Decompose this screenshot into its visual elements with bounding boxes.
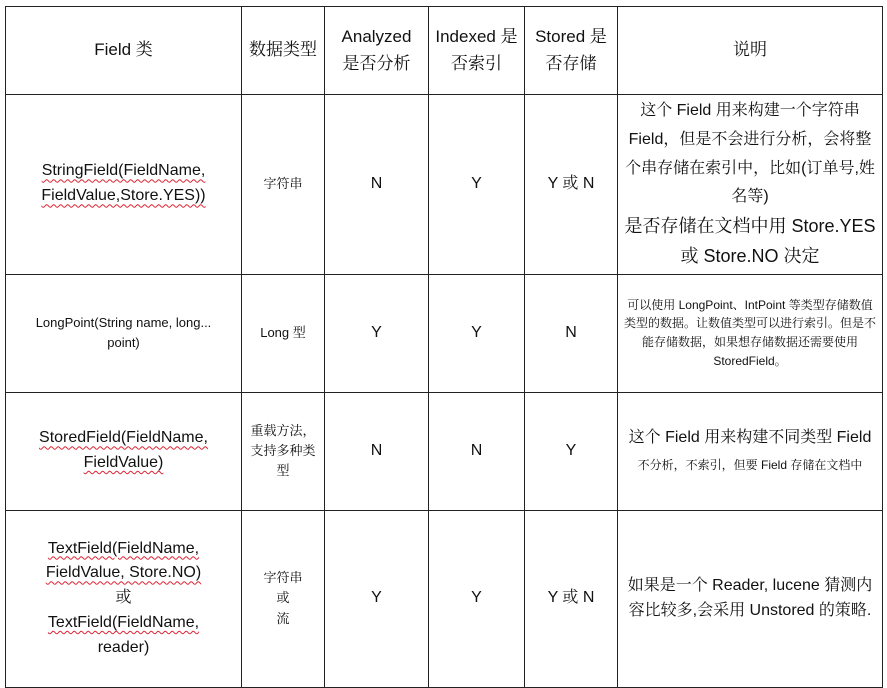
header-indexed: Indexed 是否索引 bbox=[429, 7, 525, 95]
field-class-line: FieldValue, Store.NO) bbox=[45, 564, 202, 582]
analyzed-cell: N bbox=[325, 95, 429, 275]
header-analyzed: Analyzed 是否分析 bbox=[325, 7, 429, 95]
description-cell: 如果是一个 Reader, lucene 猜测内容比较多,会采用 Unstored 的策略. bbox=[618, 510, 883, 687]
field-class-line: FieldValue,Store.YES)) bbox=[41, 187, 206, 205]
field-class-cell bbox=[6, 95, 242, 275]
table-row bbox=[6, 274, 883, 392]
table-row bbox=[6, 392, 883, 510]
field-class-line: reader) bbox=[97, 638, 150, 656]
stored-cell: Y 或 N bbox=[525, 95, 618, 275]
field-class-line: StringField(FieldName, bbox=[41, 162, 206, 180]
stored-cell: Y bbox=[525, 392, 618, 510]
field-class-line: 或 bbox=[115, 589, 132, 607]
field-class-line: StoredField(FieldName, bbox=[39, 429, 208, 447]
field-class-cell bbox=[6, 510, 242, 687]
description-text: 这个 Field 用来构建不同类型 Field bbox=[628, 429, 872, 447]
data-type-line: 或 bbox=[276, 590, 290, 606]
description-text: 这个 Field 用来构建一个字符串 Field，但是不会进行分析，会将整个串存储在索引中，比如(订单号,姓名等) bbox=[625, 102, 875, 206]
field-class-line: point) bbox=[107, 335, 140, 351]
header-stored: Stored 是否存储 bbox=[525, 7, 618, 95]
indexed-cell: Y bbox=[429, 510, 525, 687]
description-cell bbox=[618, 95, 883, 275]
indexed-cell: N bbox=[429, 392, 525, 510]
field-class-cell bbox=[6, 274, 242, 392]
header-description: 说明 bbox=[618, 7, 883, 95]
field-class-cell bbox=[6, 392, 242, 510]
data-type-cell: 重载方法，支持多种类型 bbox=[242, 392, 325, 510]
field-class-line: TextField(FieldName, bbox=[47, 613, 200, 631]
stored-cell: Y 或 N bbox=[525, 510, 618, 687]
indexed-cell: Y bbox=[429, 274, 525, 392]
data-type-line: 字符串 bbox=[263, 570, 303, 586]
table-row bbox=[6, 510, 883, 687]
data-type-line: 流 bbox=[276, 610, 290, 626]
table-row bbox=[6, 95, 883, 275]
field-class-line: TextField(FieldName, bbox=[47, 539, 200, 557]
field-types-table bbox=[5, 6, 883, 688]
analyzed-cell: Y bbox=[325, 510, 429, 687]
field-class-line: LongPoint(String name, long... bbox=[35, 314, 212, 330]
description-note: 不分析，不索引，但要 Field 存储在文档中 bbox=[637, 458, 863, 473]
description-cell bbox=[618, 392, 883, 510]
description-note: 是否存储在文档中用 Store.YES 或 Store.NO 决定 bbox=[624, 216, 876, 266]
data-type-cell: Long 型 bbox=[242, 274, 325, 392]
stored-cell: N bbox=[525, 274, 618, 392]
analyzed-cell: Y bbox=[325, 274, 429, 392]
analyzed-cell: N bbox=[325, 392, 429, 510]
data-type-cell bbox=[242, 510, 325, 687]
header-field-class: Field 类 bbox=[6, 7, 242, 95]
data-type-cell: 字符串 bbox=[242, 95, 325, 275]
description-cell: 可以使用 LongPoint、IntPoint 等类型存储数值类型的数据。让数值类型可以进行索引。但是不能存储数据，如果想存储数据还需要使用 StoredField。 bbox=[618, 274, 883, 392]
header-data-type: 数据类型 bbox=[242, 7, 325, 95]
indexed-cell: Y bbox=[429, 95, 525, 275]
field-class-line: FieldValue) bbox=[83, 454, 164, 472]
header-row bbox=[6, 7, 883, 95]
